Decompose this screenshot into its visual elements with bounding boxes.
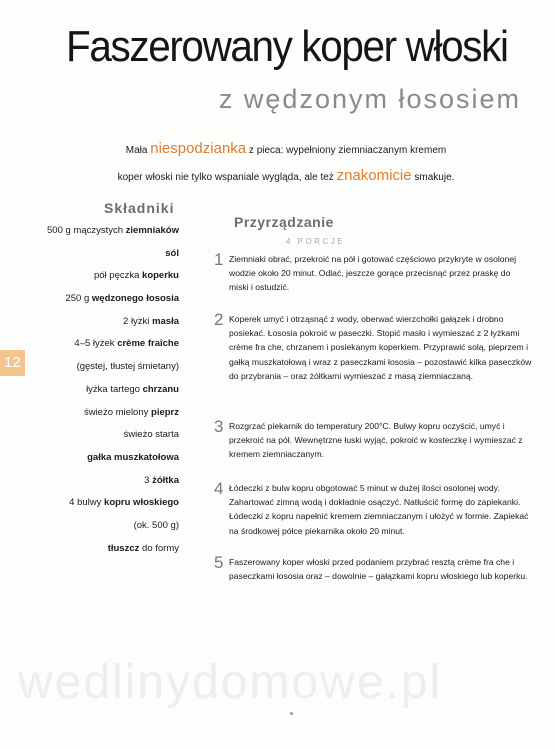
- ingredient-name: kopru włoskiego: [104, 497, 179, 509]
- ingredient-item: [9, 292, 179, 315]
- preparation-heading: Przyrządzanie: [234, 214, 334, 230]
- preparation-step: [214, 252, 532, 295]
- ingredient-name: crème fraîche: [117, 338, 179, 350]
- ingredient-qty: 3: [144, 474, 153, 486]
- ingredient-qty: pół pęczka: [93, 270, 143, 282]
- preparation-step: [214, 419, 532, 462]
- ingredient-qty: 2 łyżki: [123, 315, 153, 327]
- ingredient-item: [9, 337, 179, 360]
- step-number: 2: [214, 310, 224, 329]
- intro-text-part: z pieca: wypełniony ziemniaczanym kremem: [246, 145, 447, 156]
- ingredient-qty: (ok. 500 g): [133, 519, 179, 531]
- preparation-step: [214, 481, 532, 538]
- ingredients-list: [9, 224, 179, 564]
- step-number: 4: [214, 479, 224, 498]
- ingredient-item: [9, 519, 179, 542]
- intro-text-part: koper włoski nie tylko wspaniale wygląda, ale też: [117, 172, 337, 183]
- ingredient-item: [9, 247, 179, 270]
- step-number: 5: [214, 553, 224, 572]
- intro-line-2: [56, 163, 516, 190]
- ingredient-qty: 500 g mączystych: [47, 225, 126, 236]
- ingredient-item: [9, 269, 179, 292]
- ingredient-item: [9, 406, 179, 429]
- intro-accent-word: niespodzianka: [150, 140, 247, 157]
- intro-text-part: smakuje.: [411, 172, 455, 183]
- ingredient-item: [9, 315, 179, 338]
- step-number: 1: [214, 250, 224, 269]
- ingredient-qty: (gęstej, tłustej śmietany): [76, 361, 179, 373]
- intro-text-part: Mała: [125, 145, 151, 156]
- portions-label: 4 PORCJE: [286, 237, 346, 246]
- watermark: wedlinydomowe.pl: [18, 656, 443, 709]
- step-text: Rozgrzać piekarnik do temperatury 200°C. Bulwy kopru oczyścić, umyć i przekroić na pół. Wewnętrzne łuski wyjąć, pokroić w kosteczkę i wymieszać z kremem ziemniaczanym.: [229, 421, 523, 460]
- ingredient-name: koperku: [142, 270, 179, 282]
- ingredient-qty: 4–5 łyżek: [74, 338, 118, 350]
- ingredient-name: ziemniaków: [125, 225, 179, 236]
- ingredient-name: żółtka: [152, 474, 179, 486]
- ingredient-qty: 4 bulwy: [69, 497, 105, 509]
- intro-line-1: [56, 136, 516, 163]
- ingredient-item: [9, 451, 179, 474]
- step-number: 3: [214, 417, 224, 436]
- step-text: Faszerowany koper włoski przed podaniem przybrać resztą crème fra che i paseczkami łososia oraz – dowolnie – gałązkami kopru włoskiego lub koperku.: [229, 557, 528, 582]
- step-text: Łódeczki z bulw kopru obgotować 5 minut w dużej ilości osolonej wody. Zahartować zimną wodą i dokładnie osączyć. Natłuścić formę do zapiekanki. Łódeczki z kopru napełnić kremem ziemniaczanym i ułożyć w formie. Zapiekać na środkowej półce piekarnika około 20 minut.: [229, 483, 529, 536]
- ingredient-item: [9, 474, 179, 497]
- ingredient-item: [9, 428, 179, 451]
- ingredient-qty: świeżo mielony: [83, 406, 152, 418]
- ingredient-name: pieprz: [151, 406, 179, 418]
- ingredient-item: [9, 360, 179, 383]
- ingredient-item: [9, 383, 179, 406]
- ingredient-name: wędzonego łososia: [91, 293, 179, 305]
- page-number: 12: [4, 354, 21, 371]
- ingredient-name: sól: [165, 247, 179, 259]
- intro-accent-word: znakomicie: [336, 167, 412, 184]
- ingredient-suffix: do formy: [139, 542, 179, 554]
- ingredient-qty: 250 g: [65, 293, 92, 305]
- ingredients-heading: Składniki: [104, 200, 175, 216]
- ingredient-qty: świeżo starta: [123, 429, 179, 441]
- step-text: Koperek umyć i otrząsnąć z wody, oberwać wierzchołki gałązek i drobno posiekać. Łososia pokroić w paseczki. Stopić masło i wymieszać z 2 łyżkami crème fra che, chrzanem i posiekanym koperkiem. Przyprawić solą, pieprzem i gałką muszkatołową i wraz z paseczkami łososia – pozostawić kilka paseczków do przybrania – oraz żółtkami wymieszać z masą ziemniaczaną.: [229, 314, 532, 381]
- ingredient-item: [9, 224, 179, 247]
- ingredient-name: tłuszcz: [107, 542, 140, 554]
- ingredient-item: [9, 542, 179, 565]
- intro-text: [56, 136, 516, 190]
- ingredient-qty: łyżka tartego: [86, 383, 143, 395]
- ingredient-name: chrzanu: [142, 383, 179, 395]
- ingredient-item: [9, 496, 179, 519]
- recipe-title: Faszerowany koper włoski: [66, 22, 508, 71]
- preparation-step: [214, 555, 532, 583]
- ingredient-name: gałka muszkatołowa: [87, 451, 179, 463]
- recipe-subtitle: z wędzonym łososiem: [218, 84, 521, 114]
- ingredient-name: masła: [152, 315, 179, 327]
- preparation-step: [214, 312, 532, 383]
- step-text: Ziemniaki obrać, przekroić na pół i gotować częściowo przykryte w osolonej wodzie około 20 minut. Odlać, jeszcze gorące przecisnąć przez praskę do miski i ostudzić.: [229, 254, 517, 293]
- page-dot: [290, 712, 293, 715]
